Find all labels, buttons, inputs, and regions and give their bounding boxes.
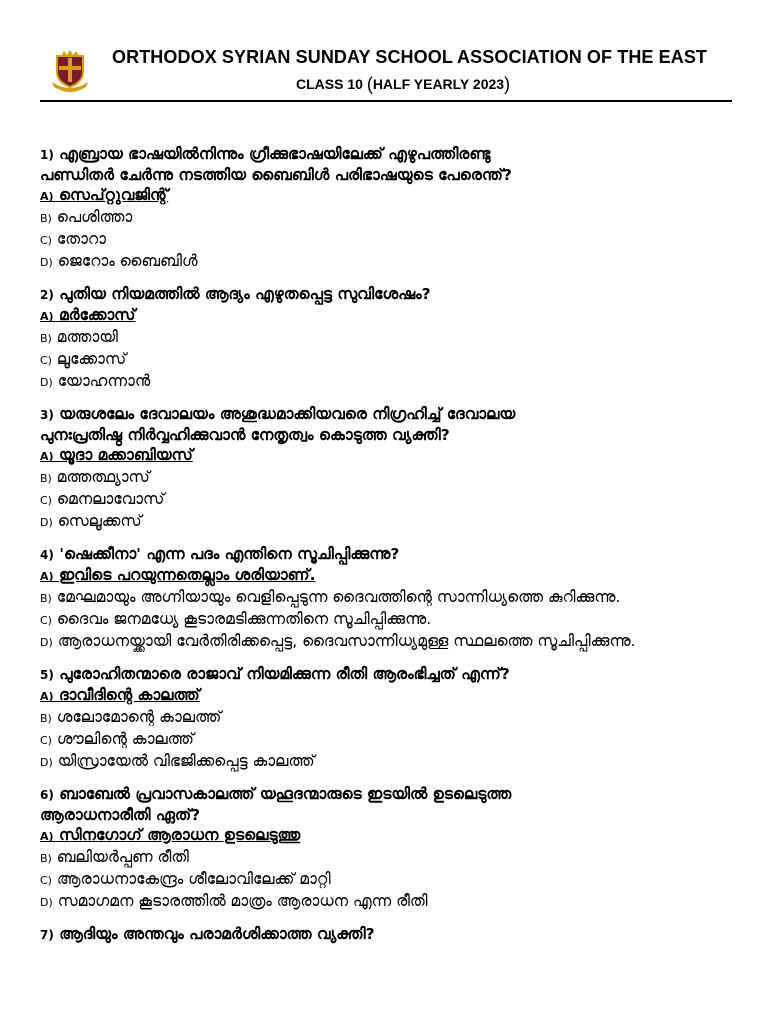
option-text: ജെറോം ബൈബിൾ: [57, 252, 198, 270]
option-letter: B): [40, 472, 52, 485]
option-letter: A): [40, 690, 54, 703]
option-text: ശലോമോന്റെ കാലത്ത്: [56, 708, 222, 726]
question-line: 'ഷെക്കീനാ' എന്ന പദം എന്തിനെ സൂചിപ്പിക്കുന്നു?: [59, 545, 400, 563]
option: [40, 371, 720, 393]
question-line: പണ്ഡിതർ ചേർന്നു നടത്തിയ ബൈബിൾ പരിഭാഷയുടെ പേരെന്ത്?: [40, 166, 512, 184]
answer-option: [40, 565, 720, 587]
option-text: മർക്കോസ്: [58, 306, 136, 324]
option: [40, 229, 720, 251]
option-letter: A): [40, 310, 54, 323]
answer-option: [40, 185, 720, 207]
question-block: [40, 924, 720, 945]
option: [40, 707, 720, 729]
answer-option: [40, 305, 720, 327]
question-line: യരുശലേം ദേവാലയം അശുദ്ധമാക്കിയവരെ നിഗ്രഹിച്ച് ദേവാലയ: [59, 405, 516, 423]
option-text: ആരാധനാകേന്ദ്രം ശീലോവിലേക്ക് മാറ്റി: [56, 870, 331, 888]
question-text: [40, 784, 720, 825]
close-paren: ): [504, 74, 511, 94]
option-letter: C): [40, 874, 52, 887]
option: [40, 251, 720, 273]
option: [40, 729, 720, 751]
question-line: ആരാധനാരീതി ഏത്?: [40, 806, 201, 824]
option-text: സെലൂക്കസ്: [57, 512, 142, 530]
question-block: [40, 404, 720, 533]
option-letter: A): [40, 570, 54, 583]
open-paren: (: [366, 74, 373, 94]
question-number: 2): [40, 288, 54, 302]
option-text: സെപ്റ്റുവജിന്റ്: [58, 186, 169, 204]
option-text: മെനലാവോസ്: [56, 490, 165, 508]
question-text: [40, 404, 720, 445]
option: [40, 467, 720, 489]
option-letter: A): [40, 190, 54, 203]
question-line: പുരോഹിതന്മാരെ രാജാവ് നിയമിക്കുന്ന രീതി ആരംഭിച്ചത് എന്ന്?: [59, 665, 510, 683]
option: [40, 327, 720, 349]
question-block: [40, 284, 720, 393]
exam-title: [296, 74, 510, 95]
question-number: 1): [40, 148, 54, 162]
option-text: ആരാധനയ്ക്കായി വേർതിരിക്കപ്പെട്ട, ദൈവസാന്നിധ്യമുള്ള സ്ഥലത്തെ സൂചിപ്പിക്കുന്നു.: [57, 632, 636, 650]
option: [40, 847, 720, 869]
option-text: മേഘമായും അഗ്നിയായും വെളിപ്പെടുന്ന ദൈവത്തിന്റെ സാന്നിധ്യത്തെ കുറിക്കുന്നു.: [56, 588, 621, 606]
option: [40, 751, 720, 773]
option: [40, 349, 720, 371]
option-letter: B): [40, 712, 52, 725]
answer-option: [40, 445, 720, 467]
option: [40, 489, 720, 511]
question-block: [40, 784, 720, 913]
option-letter: A): [40, 830, 54, 843]
question-line: ബാബേൽ പ്രവാസകാലത്ത് യഹൂദന്മാരുടെ ഇടയിൽ ഉടലെടുത്ത: [59, 785, 512, 803]
option-letter: D): [40, 376, 53, 389]
option-text: യിസ്രായേൽ വിഭജിക്കപ്പെട്ട കാലത്ത്: [57, 752, 315, 770]
option-letter: B): [40, 852, 52, 865]
option-text: യൂദാ മക്കാബിയസ്: [58, 446, 193, 464]
option-letter: C): [40, 494, 52, 507]
question-list: [40, 144, 720, 956]
question-line: എബ്രായ ഭാഷയിൽനിന്നും ഗ്രീക്കുഭാഷയിലേക്ക് എഴുപത്തിരണ്ടു: [59, 145, 491, 163]
question-block: [40, 544, 720, 653]
question-text: [40, 664, 720, 685]
question-line: പുതിയ നിയമത്തിൽ ആദ്യം എഴുതപ്പെട്ട സുവിശേഷം?: [59, 285, 431, 303]
option: [40, 511, 720, 533]
option-letter: D): [40, 636, 53, 649]
option-text: ഇവിടെ പറയുന്നതെല്ലാം ശരിയാണ്.: [58, 566, 316, 584]
question-line: പുനഃപ്രതിഷ്ഠ നിർവ്വഹിക്കുവാൻ നേതൃത്വം കൊടുത്ത വ്യക്തി?: [40, 426, 450, 444]
option-letter: C): [40, 614, 52, 627]
class-label: CLASS 10: [296, 76, 367, 92]
header-divider: [40, 100, 732, 102]
question-number: 6): [40, 788, 54, 802]
church-emblem-icon: [48, 50, 92, 92]
question-text: [40, 284, 720, 305]
option-letter: D): [40, 516, 53, 529]
option-text: ദാവീദിന്റെ കാലത്ത്: [58, 686, 200, 704]
option-letter: C): [40, 234, 52, 247]
option: [40, 207, 720, 229]
question-text: [40, 144, 720, 185]
option-letter: C): [40, 734, 52, 747]
question-line: ആദിയും അന്തവും പരാമർശിക്കാത്ത വ്യക്തി?: [59, 925, 375, 943]
option-letter: B): [40, 332, 52, 345]
question-number: 7): [40, 928, 54, 942]
option-letter: A): [40, 450, 54, 463]
option-letter: D): [40, 756, 53, 769]
option-text: തോറാ: [56, 230, 106, 248]
question-number: 5): [40, 668, 54, 682]
question-number: 4): [40, 548, 54, 562]
answer-option: [40, 825, 720, 847]
option-text: ശൗലിന്റെ കാലത്ത്: [56, 730, 194, 748]
option-letter: B): [40, 592, 52, 605]
option-letter: D): [40, 896, 53, 909]
question-text: [40, 924, 720, 945]
exam-label: HALF YEARLY 2023: [372, 76, 505, 92]
option-letter: B): [40, 212, 52, 225]
option: [40, 609, 720, 631]
option: [40, 587, 720, 609]
option: [40, 631, 720, 653]
option-text: പെശിത്താ: [56, 208, 133, 226]
option-text: ലൂക്കോസ്: [56, 350, 127, 368]
option: [40, 891, 720, 913]
option-letter: C): [40, 354, 52, 367]
question-number: 3): [40, 408, 54, 422]
question-block: [40, 144, 720, 273]
option-text: സിനഗോഗ് ആരാധന ഉടലെടുത്തു: [58, 826, 301, 844]
document-header: [0, 0, 768, 104]
option-letter: D): [40, 256, 53, 269]
organization-title: ORTHODOX SYRIAN SUNDAY SCHOOL ASSOCIATION OF THE EAST: [112, 47, 708, 67]
option-text: മത്തായി: [56, 328, 118, 346]
option: [40, 869, 720, 891]
question-block: [40, 664, 720, 773]
option-text: ബലിയർപ്പണ രീതി: [56, 848, 189, 866]
option-text: ദൈവം ജനമധ്യേ കൂടാരമടിക്കുന്നതിനെ സൂചിപ്പിക്കുന്നു.: [56, 610, 432, 628]
option-text: സമാഗമന കൂടാരത്തിൽ മാത്രം ആരാധന എന്ന രീതി: [57, 892, 428, 910]
answer-option: [40, 685, 720, 707]
option-text: യോഹന്നാൻ: [57, 372, 151, 390]
question-text: [40, 544, 720, 565]
option-text: മത്തത്ഥ്യാസ്: [56, 468, 150, 486]
